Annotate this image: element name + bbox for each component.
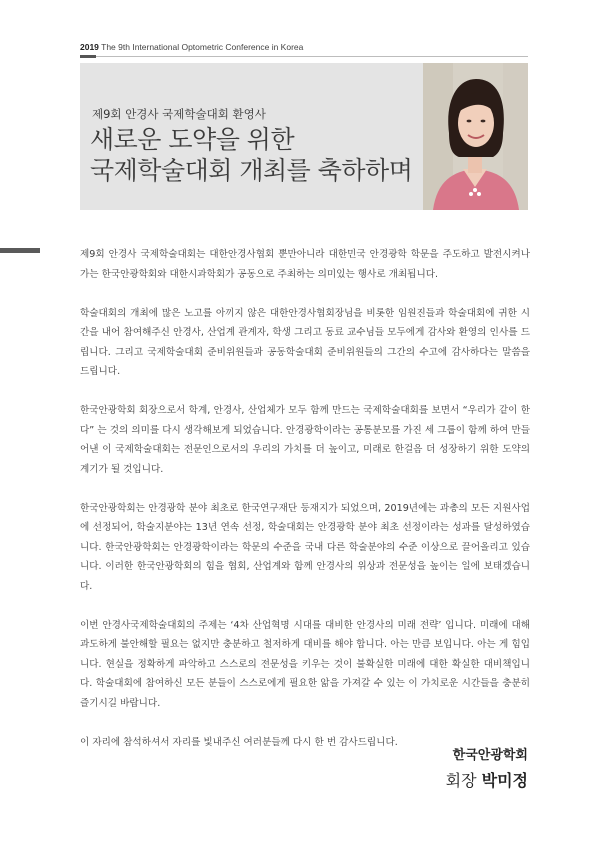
header-rule-accent	[80, 55, 96, 58]
paragraph: 이 자리에 참석하셔서 자리를 빛내주신 여러분들께 다시 한 번 감사드립니다.	[80, 736, 398, 748]
paragraph: 이번 안경사국제학술대회의 주제는 ‘4차 산업혁명 시대를 대비한 안경사의 미래 전략’ 입니다. 미래에 대해 과도하게 불안해할 필요는 없지만 충분하고 철저하게 대비를 해야 합니다. 아는 만큼 보입니다. 아는 게 힘입니다. 현실을 정확하게 파악하고 스스로의 전문성을 키우는 것이 불확실한 미래에 대한 확실한 대비책입니다. 학술대회에 참여하신 모든 분들이 스스로에게 필요한 앎을 가져갈 수 있는 이 가치로운 시간들을 충분히 즐기시길 바랍니다.	[80, 619, 530, 709]
signature-name: 박미정	[481, 771, 528, 790]
banner-subtitle: 제9회 안경사 국제학술대회 환영사	[92, 107, 266, 121]
paragraph: 한국안광학회는 안경광학 분야 최초로 한국연구재단 등재지가 되었으며, 2019년에는 과총의 모든 지원사업에 선정되어, 학술지분야는 13년 연속 선정, 학술대회는 안경광학 분야 최초 선정이라는 성과를 달성하였습니다. 한국안광학회는 안경광학이라는 학문의 수준을 국내 다른 학술분야의 수준 이상으로 끌어올리고 있습니다. 이러한 한국안광학회의 힘을 협회, 산업계와 함께 안경사의 위상과 전문성을 높이는 일에 보태겠습니다.	[80, 502, 530, 592]
banner-title-line-2: 국제학술대회 개최를 축하하며	[90, 156, 413, 185]
paragraph: 학술대회의 개최에 많은 노고를 아끼지 않은 대한안경사협회장님을 비롯한 임원진들과 학술대회에 귀한 시간을 내어 참여해주신 안경사, 산업계 관계자, 학생 그리고 동료 교수님들 모두에게 감사와 환영의 인사를 드립니다. 그리고 국제학술대회 준비위원들과 공동학술대회 준비위원들의 그간의 수고에 감사하다는 말씀을 드립니다.	[80, 307, 530, 377]
portrait-photo	[423, 63, 528, 210]
banner-title	[90, 124, 412, 186]
header-year: 2019	[80, 42, 99, 52]
banner-title-line-1: 새로운 도약을 위한	[90, 125, 295, 154]
section-marker-bar	[0, 248, 40, 253]
letter-body	[80, 245, 530, 772]
signature-organization: 한국안광학회	[452, 748, 528, 763]
header-rule	[80, 56, 528, 57]
signature-name-line	[446, 768, 528, 791]
running-header	[80, 42, 303, 52]
paragraph: 한국안광학회 회장으로서 학계, 안경사, 산업체가 모두 함께 만드는 국제학술대회를 보면서 “우리가 같이 한다” 는 것의 의미를 다시 생각해보게 되었습니다. 안경광학이라는 공통분모를 가진 세 그룹이 함께 하여 만들어낸 이 국제학술대회는 전문인으로서의 우리의 가치를 더 높이고, 미래로 한걸음 더 성장하기 위한 도약의 계기가 될 것입니다.	[80, 405, 530, 475]
header-conference: The 9th International Optometric Conference in Korea	[101, 42, 304, 52]
portrait-illustration	[423, 63, 528, 210]
paragraph: 제9회 안경사 국제학술대회는 대한안경사협회 뿐만아니라 대한민국 안경광학 학문을 주도하고 발전시켜나가는 한국안광학회와 대한시과학회가 공동으로 주최하는 의미있는 행사로 개최됩니다.	[80, 249, 530, 280]
signature-role: 회장	[445, 771, 477, 790]
